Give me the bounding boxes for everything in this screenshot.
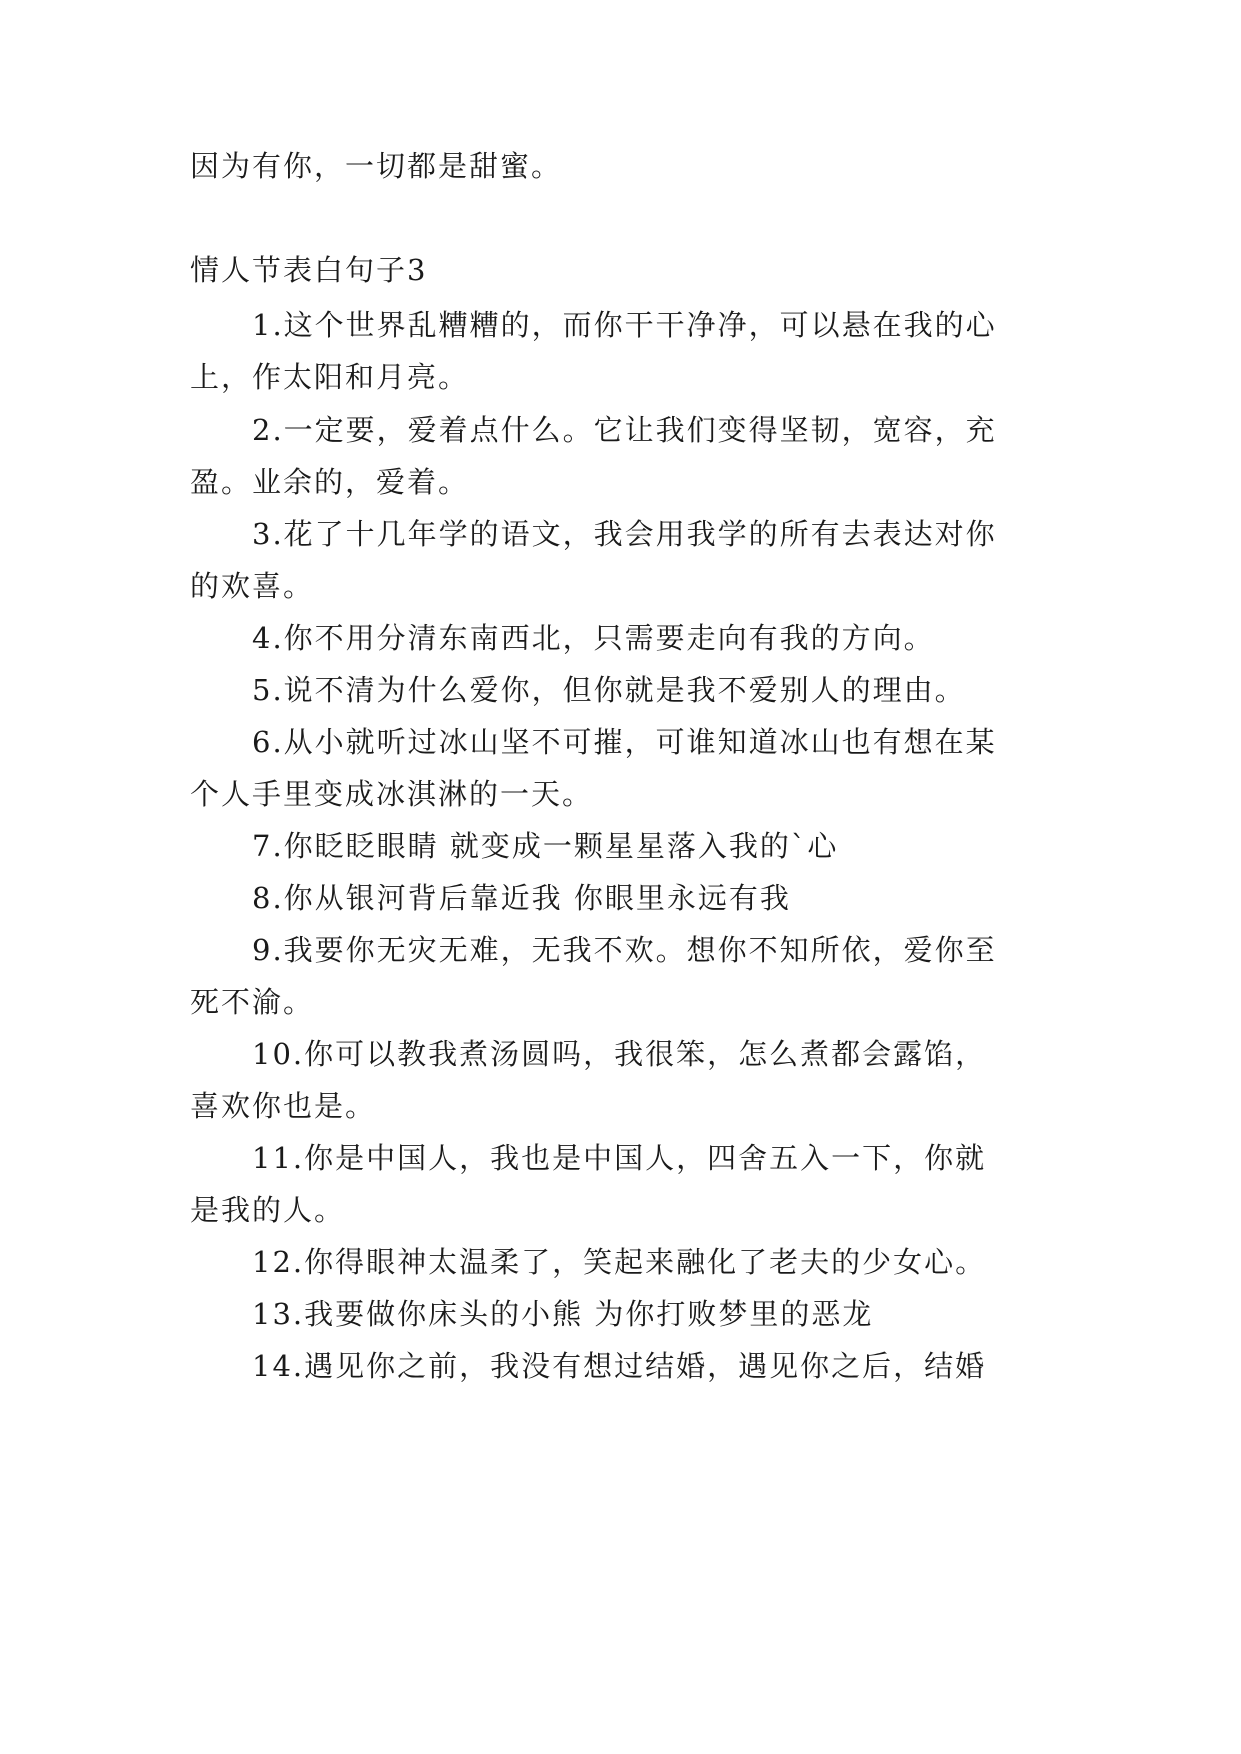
list-item-4: 4.你不用分清东南西北，只需要走向有我的方向。 xyxy=(252,621,935,655)
list-item-9-line-1: 9.我要你无灾无难，无我不欢。想你不知所依，爱你至 xyxy=(252,933,997,967)
list-item-6-line-2: 个人手里变成冰淇淋的一天。 xyxy=(190,777,594,811)
list-item-7: 7.你眨眨眼睛 就变成一颗星星落入我的`心 xyxy=(252,829,839,863)
list-item-13: 13.我要做你床头的小熊 为你打败梦里的恶龙 xyxy=(252,1297,874,1331)
section-title: 情人节表白句子3 xyxy=(190,253,428,287)
intro-line: 因为有你，一切都是甜蜜。 xyxy=(190,149,563,183)
list-item-10-line-1: 10.你可以教我煮汤圆吗，我很笨，怎么煮都会露馅， xyxy=(252,1037,987,1071)
list-item-2-line-2: 盈。业余的，爱着。 xyxy=(190,465,470,499)
list-item-8: 8.你从银河背后靠近我 你眼里永远有我 xyxy=(252,881,791,915)
list-item-10-line-2: 喜欢你也是。 xyxy=(190,1089,377,1123)
list-item-1-line-2: 上，作太阳和月亮。 xyxy=(190,360,470,394)
list-item-9-line-2: 死不渝。 xyxy=(190,985,315,1019)
list-item-14: 14.遇见你之前，我没有想过结婚，遇见你之后，结婚 xyxy=(252,1349,987,1383)
list-item-3-line-1: 3.花了十几年学的语文，我会用我学的所有去表达对你 xyxy=(252,517,997,551)
list-item-11-line-2: 是我的人。 xyxy=(190,1193,346,1227)
list-item-11-line-1: 11.你是中国人，我也是中国人，四舍五入一下，你就 xyxy=(252,1141,987,1175)
list-item-2-line-1: 2.一定要，爱着点什么。它让我们变得坚韧，宽容，充 xyxy=(252,413,997,447)
list-item-3-line-2: 的欢喜。 xyxy=(190,569,315,603)
list-item-12: 12.你得眼神太温柔了，笑起来融化了老夫的少女心。 xyxy=(252,1245,987,1279)
list-item-1-line-1: 1.这个世界乱糟糟的，而你干干净净，可以悬在我的心 xyxy=(252,308,997,342)
list-item-5: 5.说不清为什么爱你，但你就是我不爱别人的理由。 xyxy=(252,673,966,707)
list-item-6-line-1: 6.从小就听过冰山坚不可摧，可谁知道冰山也有想在某 xyxy=(252,725,997,759)
